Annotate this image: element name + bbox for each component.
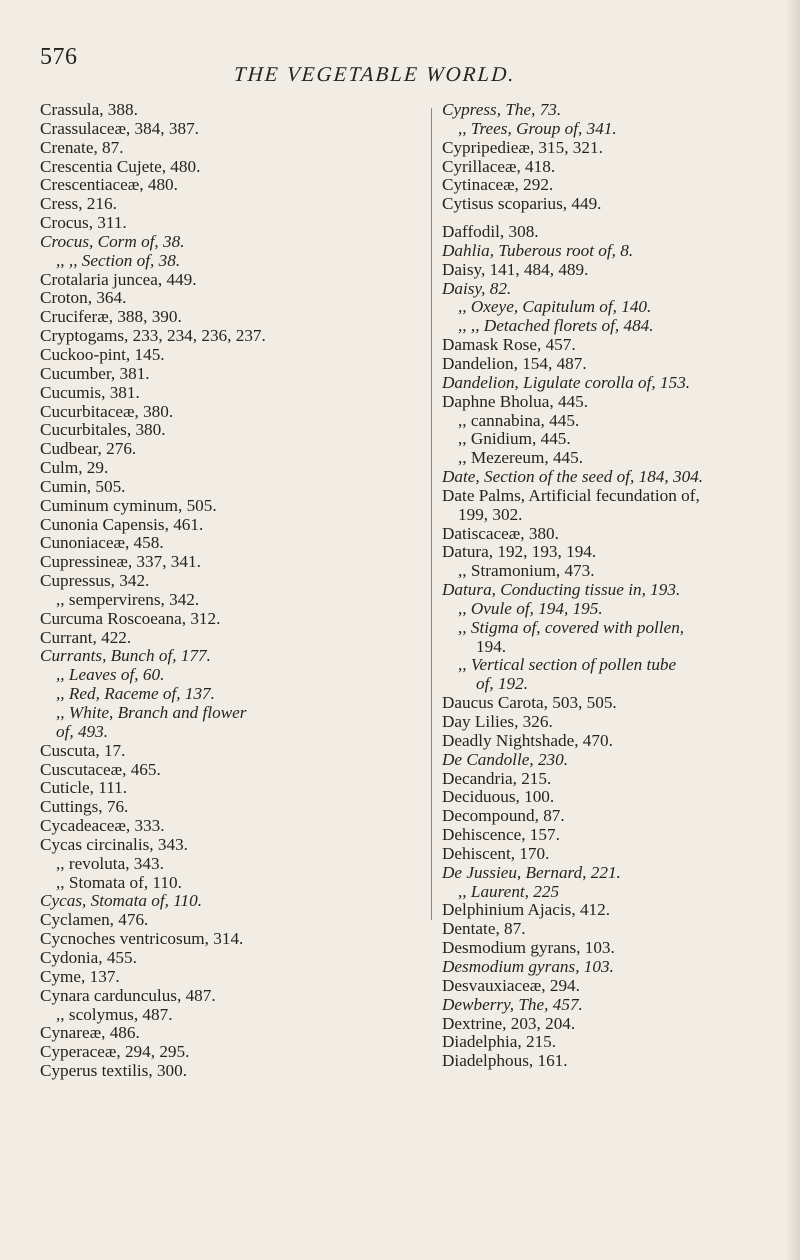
index-entry: Desvauxiaceæ, 294. <box>442 975 580 995</box>
index-entry: ,, Stramonium, 473. <box>458 561 595 581</box>
index-entry: ,, ,, Section of, 38. <box>56 250 181 270</box>
index-entry: Cucumis, 381. <box>40 382 140 402</box>
index-entry: Cyrillaceæ, 418. <box>442 156 556 176</box>
index-entry: Curcuma Roscoeana, 312. <box>40 608 221 628</box>
index-entry: Cyclamen, 476. <box>40 910 149 930</box>
index-entry: 194. <box>476 636 507 656</box>
index-entry: Cypress, The, 73. <box>442 100 562 119</box>
index-entry: ,, Stomata of, 110. <box>56 872 182 892</box>
index-entry: ,, Vertical section of pollen tube <box>458 655 677 675</box>
column-divider <box>431 108 432 920</box>
index-entry: Dandelion, 154, 487. <box>442 353 587 373</box>
index-entry: of, 493. <box>56 721 109 741</box>
index-entry: Crenate, 87. <box>40 137 124 157</box>
index-entry: Cruciferæ, 388, 390. <box>40 307 182 327</box>
index-entry: ,, Stigma of, covered with pollen, <box>458 617 685 637</box>
index-entry: ,, Leaves of, 60. <box>56 665 165 685</box>
index-entry: Cynara cardunculus, 487. <box>40 985 216 1005</box>
index-entry: Datura, 192, 193, 194. <box>442 542 597 562</box>
index-entry: ,, Red, Raceme of, 137. <box>56 684 215 704</box>
index-entry: ,, Mezereum, 445. <box>458 448 584 468</box>
index-entry: Cycas, Stomata of, 110. <box>40 891 202 911</box>
index-entry: Cuscuta, 17. <box>40 740 126 760</box>
index-entry: Dandelion, Ligulate corolla of, 153. <box>442 372 691 392</box>
index-entry: Cupressineæ, 337, 341. <box>40 552 201 572</box>
index-entry: Date Palms, Artificial fecundation of, <box>442 485 700 505</box>
index-entry: ,, Trees, Group of, 341. <box>458 118 617 138</box>
index-column-left <box>40 101 420 1081</box>
index-entry: Cudbear, 276. <box>40 439 137 459</box>
index-entry: Cumin, 505. <box>40 476 126 496</box>
index-entry: Crassula, 388. <box>40 100 138 119</box>
index-entry: Deciduous, 100. <box>442 787 555 807</box>
index-entry: Cupressus, 342. <box>40 571 150 591</box>
index-entry: Day Lilies, 326. <box>442 712 553 731</box>
index-entry: ,, revoluta, 343. <box>56 853 164 873</box>
index-entry: Deadly Nightshade, 470. <box>442 730 613 750</box>
index-entry: Dehiscence, 157. <box>442 825 560 845</box>
index-entry: of, 192. <box>476 674 529 694</box>
index-entry: Cypripedieæ, 315, 321. <box>442 137 603 157</box>
index-entry: Currants, Bunch of, 177. <box>40 646 211 666</box>
index-entry: Cydonia, 455. <box>40 947 137 967</box>
index-entry: Dahlia, Tuberous root of, 8. <box>442 240 634 260</box>
index-entry: Datiscaceæ, 380. <box>442 523 559 543</box>
index-column-right <box>442 101 782 1071</box>
index-entry: Cunonia Capensis, 461. <box>40 514 204 534</box>
index-entry: Daisy, 82. <box>442 278 512 298</box>
index-entry: Cryptogams, 233, 234, 236, 237. <box>40 326 266 346</box>
index-entry: Cycnoches ventricosum, 314. <box>40 929 244 949</box>
index-entry: Cytisus scoparius, 449. <box>442 194 602 214</box>
index-entry: Datura, Conducting tissue in, 193. <box>442 580 681 600</box>
index-entry: Cuscutaceæ, 465. <box>40 759 161 779</box>
index-entry: Crocus, Corm of, 38. <box>40 231 185 251</box>
index-entry: Cytinaceæ, 292. <box>442 175 554 195</box>
index-entry: ,, White, Branch and flower <box>56 703 247 722</box>
index-entry: Crocus, 311. <box>40 213 127 233</box>
index-entry: 199, 302. <box>458 504 523 524</box>
index-entry: Currant, 422. <box>40 627 132 647</box>
index-entry: Desmodium gyrans, 103. <box>442 938 615 958</box>
index-entry: Diadelphous, 161. <box>442 1051 568 1071</box>
index-entry: Cyperaceæ, 294, 295. <box>40 1042 190 1062</box>
index-entry: Cress, 216. <box>40 194 117 214</box>
index-entry: Cucurbitaceæ, 380. <box>40 401 174 421</box>
index-entry: Desmodium gyrans, 103. <box>442 956 614 976</box>
index-entry: ,, scolymus, 487. <box>56 1004 173 1024</box>
index-entry: Croton, 364. <box>40 288 127 308</box>
index-entry: ,, Laurent, 225 <box>458 881 560 901</box>
page-number: 576 <box>40 44 78 70</box>
index-entry: Decandria, 215. <box>442 768 552 788</box>
index-entry: Date, Section of the seed of, 184, 304. <box>442 467 704 487</box>
index-entry: ,, sempervirens, 342. <box>56 589 200 609</box>
index-entry: Cynareæ, 486. <box>40 1023 140 1043</box>
index-entry: Delphinium Ajacis, 412. <box>442 900 611 920</box>
index-entry: ,, Gnidium, 445. <box>458 429 571 449</box>
index-entry: ,, Ovule of, 194, 195. <box>458 598 603 618</box>
index-entry: Dewberry, The, 457. <box>442 994 583 1014</box>
index-entry: Cycadeaceæ, 333. <box>40 816 165 836</box>
index-entry: Cycas circinalis, 343. <box>40 834 188 854</box>
index-entry: Dehiscent, 170. <box>442 843 550 863</box>
index-entry: Daffodil, 308. <box>442 222 539 242</box>
page-edge-shadow <box>786 0 800 1260</box>
index-entry: Cyperus textilis, 300. <box>40 1061 188 1081</box>
index-entry: Cuttings, 76. <box>40 797 129 817</box>
index-entry: Cunoniaceæ, 458. <box>40 533 164 553</box>
index-entry: Cyme, 137. <box>40 966 120 986</box>
index-entry: Culm, 29. <box>40 458 109 478</box>
index-entry: Cuticle, 111. <box>40 778 128 798</box>
index-entry: Cucumber, 381. <box>40 363 150 383</box>
index-entry: Damask Rose, 457. <box>442 335 576 355</box>
index-entry: Daucus Carota, 503, 505. <box>442 693 617 713</box>
index-entry: De Candolle, 230. <box>442 749 569 769</box>
index-entry: Daphne Bholua, 445. <box>442 391 589 411</box>
index-entry: Dextrine, 203, 204. <box>442 1013 576 1033</box>
index-entry: Crescentiaceæ, 480. <box>40 175 178 195</box>
index-entry: Dentate, 87. <box>442 919 526 939</box>
index-entry: Crotalaria juncea, 449. <box>40 269 197 289</box>
index-entry: Crescentia Cujete, 480. <box>40 156 201 176</box>
index-entry: Daisy, 141, 484, 489. <box>442 259 589 279</box>
index-entry: ,, Oxeye, Capitulum of, 140. <box>458 297 652 317</box>
index-entry: ,, ,, Detached florets of, 484. <box>458 316 654 336</box>
running-title: THE VEGETABLE WORLD. <box>233 62 517 86</box>
index-entry: Cuminum cyminum, 505. <box>40 495 217 515</box>
index-entry: Decompound, 87. <box>442 806 565 826</box>
index-entry: Cuckoo-pint, 145. <box>40 344 165 364</box>
index-entry: Diadelphia, 215. <box>442 1032 557 1052</box>
index-entry: ,, cannabina, 445. <box>458 410 580 430</box>
index-entry: Crassulaceæ, 384, 387. <box>40 118 199 138</box>
index-entry: De Jussieu, Bernard, 221. <box>442 862 621 882</box>
index-entry: Cucurbitales, 380. <box>40 420 166 440</box>
